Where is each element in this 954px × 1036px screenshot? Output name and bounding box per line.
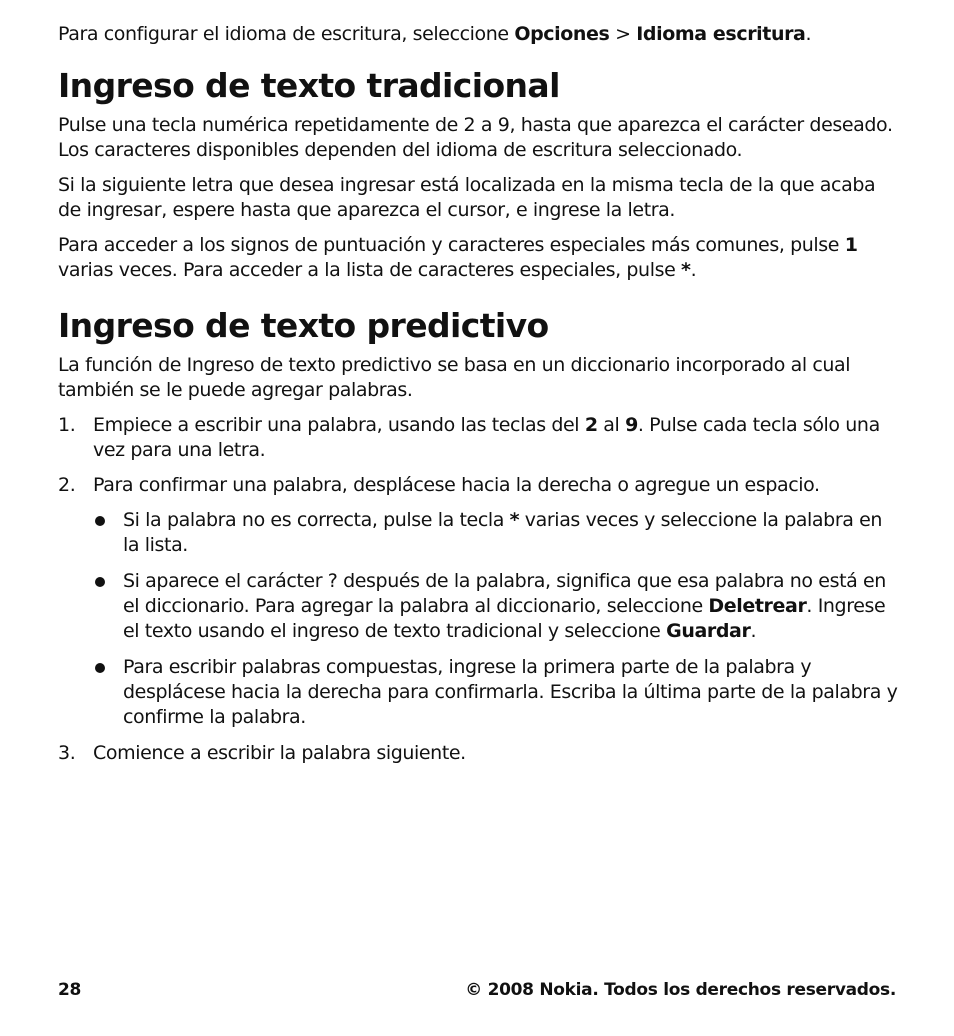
menu-idioma-escritura: Idioma escritura	[636, 23, 806, 45]
bullet-icon	[95, 577, 105, 587]
key-9: 9	[625, 414, 638, 436]
traditional-paragraph-3: Para acceder a los signos de puntuación y caracteres especiales más comunes, pulse 1 varias veces. Para acceder a la lista de caracteres especiales, pulse *.	[58, 234, 858, 281]
step-number: 3.	[58, 742, 76, 764]
intro-paragraph	[58, 22, 900, 47]
bullet-icon	[95, 516, 105, 526]
menu-deletrear: Deletrear	[708, 595, 807, 617]
bullet-item-1: Si la palabra no es correcta, pulse la tecla * varias veces y seleccione la palabra en la lista.	[93, 508, 900, 558]
key-star: *	[681, 259, 691, 281]
steps-list	[58, 413, 900, 766]
key-1: 1	[844, 234, 858, 256]
intro-end: .	[805, 23, 812, 45]
traditional-paragraph-2: Si la siguiente letra que desea ingresar está localizada en la misma tecla de la que acaba de ingresar, espere hasta que aparezca el cursor, e ingrese la letra.	[58, 174, 876, 221]
step-1: 1. Empiece a escribir una palabra, usando las teclas del 2 al 9. Pulse cada tecla sólo una vez para una letra.	[58, 414, 880, 461]
copyright: © 2008 Nokia. Todos los derechos reservados.	[465, 980, 896, 1000]
predictive-paragraph-1: La función de Ingreso de texto predictivo se basa en un diccionario incorporado al cual también se le puede agregar palabras.	[58, 354, 851, 401]
bullet-icon	[95, 663, 105, 673]
step-number: 1.	[58, 414, 76, 436]
step-number: 2.	[58, 474, 76, 496]
bullet-list	[93, 508, 900, 730]
heading-predictive: Ingreso de texto predictivo	[58, 306, 549, 345]
menu-guardar: Guardar	[666, 620, 751, 642]
bullet-item-3: Para escribir palabras compuestas, ingrese la primera parte de la palabra y desplácese hacia la derecha para confirmarla. Escriba la última parte de la palabra y confirme la palabra.	[93, 655, 900, 730]
key-2: 2	[584, 414, 598, 436]
key-star: *	[509, 509, 520, 531]
bullet-item-2: Si aparece el carácter ? después de la palabra, significa que esa palabra no está en el diccionario. Para agregar la palabra al diccionario, seleccione Deletrear. Ingrese el texto usando el ingreso de texto tradicional y seleccione Guardar.	[93, 569, 900, 644]
step-2: 2. Para confirmar una palabra, desplácese hacia la derecha o agregue un espacio. Si la palabra no es correcta, pulse la tecla * varias veces y seleccione la palabra en la lista. Si aparece el carácter ? después de la palabra, significa que esa palabra no está en el diccionario. Para agregar la palabra al diccionario, seleccione Deletrear. Ingrese el texto usando el ingreso de texto tradicional y seleccione Guardar. Para escribir palabras compuestas, ingrese la primera parte de la palabra y desplácese hacia la derecha para confirmarla. Escriba la última parte de la palabra y confirme la palabra.	[58, 473, 900, 730]
menu-opciones: Opciones	[514, 23, 610, 45]
step-3: 3. Comience a escribir la palabra siguiente.	[58, 742, 466, 764]
heading-traditional: Ingreso de texto tradicional	[58, 66, 560, 105]
intro-text: Para configurar el idioma de escritura, seleccione	[58, 23, 515, 45]
content	[58, 22, 900, 776]
traditional-paragraph-1: Pulse una tecla numérica repetidamente de 2 a 9, hasta que aparezca el carácter deseado. Los caracteres disponibles dependen del idioma de escritura seleccionado.	[58, 114, 893, 161]
menu-separator: >	[609, 23, 637, 45]
page-number: 28	[58, 980, 82, 1000]
